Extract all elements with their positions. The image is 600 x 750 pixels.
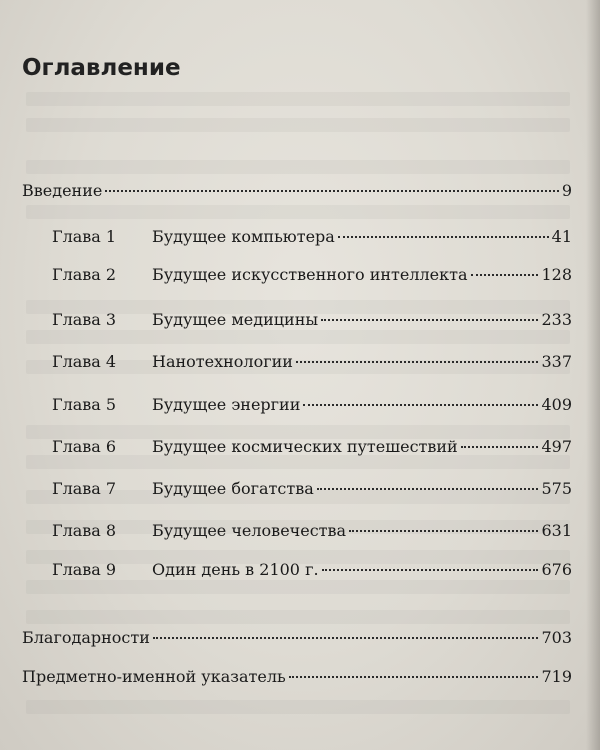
toc-entry-acknowledgements[interactable]	[22, 628, 572, 648]
toc-entry-introduction[interactable]	[22, 181, 572, 201]
leader-dots	[349, 530, 538, 532]
page-edge-shadow	[586, 0, 600, 750]
toc-entry-label: Введение	[22, 181, 103, 200]
leader-dots	[461, 446, 539, 448]
chapter-title: Будущее человечества	[152, 521, 347, 540]
toc-page-number: 575	[541, 479, 572, 498]
toc-entry-chapter[interactable]	[52, 521, 572, 541]
leader-dots	[322, 569, 539, 571]
chapter-number: Глава 7	[52, 479, 117, 498]
chapter-title: Будущее медицины	[152, 310, 319, 329]
leader-dots	[321, 319, 538, 321]
chapter-title: Нанотехнологии	[152, 352, 293, 371]
toc-entry-chapter[interactable]	[52, 437, 572, 457]
chapter-number: Глава 5	[52, 395, 117, 414]
chapter-number: Глава 9	[52, 560, 117, 579]
toc-heading: Оглавление	[22, 55, 181, 81]
toc-page-number: 719	[541, 667, 572, 686]
toc-entry-label: Предметно-именной указатель	[22, 667, 286, 686]
toc-entry-chapter[interactable]	[52, 395, 572, 415]
leader-dots	[338, 236, 549, 238]
chapter-number: Глава 1	[52, 227, 117, 246]
toc-page-number: 9	[561, 181, 572, 200]
toc-entry-chapter[interactable]	[52, 479, 572, 499]
chapter-title: Будущее компьютера	[152, 227, 335, 246]
chapter-title: Будущее богатства	[152, 479, 314, 498]
leader-dots	[471, 274, 539, 276]
chapter-number: Глава 4	[52, 352, 117, 371]
chapter-title: Один день в 2100 г.	[152, 560, 319, 579]
toc-page-number: 497	[541, 437, 572, 456]
leader-dots	[296, 361, 539, 363]
leader-dots	[289, 676, 539, 678]
chapter-number: Глава 3	[52, 310, 117, 329]
chapter-title: Будущее энергии	[152, 395, 301, 414]
toc-entry-chapter[interactable]	[52, 310, 572, 330]
leader-dots	[105, 190, 558, 192]
chapter-number: Глава 8	[52, 521, 117, 540]
toc-entry-chapter[interactable]	[52, 265, 572, 285]
toc-page-number: 676	[541, 560, 572, 579]
toc-entry-chapter[interactable]	[52, 227, 572, 247]
toc-page-number: 409	[541, 395, 572, 414]
toc-page-number: 128	[541, 265, 572, 284]
chapter-number: Глава 6	[52, 437, 117, 456]
toc-entry-index[interactable]	[22, 667, 572, 687]
chapter-title: Будущее космических путешествий	[152, 437, 458, 456]
toc-entry-chapter[interactable]	[52, 352, 572, 372]
toc-entry-chapter[interactable]	[52, 560, 572, 580]
chapter-number: Глава 2	[52, 265, 117, 284]
toc-page-number: 337	[541, 352, 572, 371]
leader-dots	[303, 404, 538, 406]
leader-dots	[317, 488, 539, 490]
toc-page-number: 703	[541, 628, 572, 647]
toc-entry-label: Благодарности	[22, 628, 150, 647]
toc-page-number: 233	[541, 310, 572, 329]
toc-page-number: 631	[541, 521, 572, 540]
chapter-title: Будущее искусственного интеллекта	[152, 265, 468, 284]
toc-page-number: 41	[551, 227, 572, 246]
leader-dots	[153, 637, 539, 639]
